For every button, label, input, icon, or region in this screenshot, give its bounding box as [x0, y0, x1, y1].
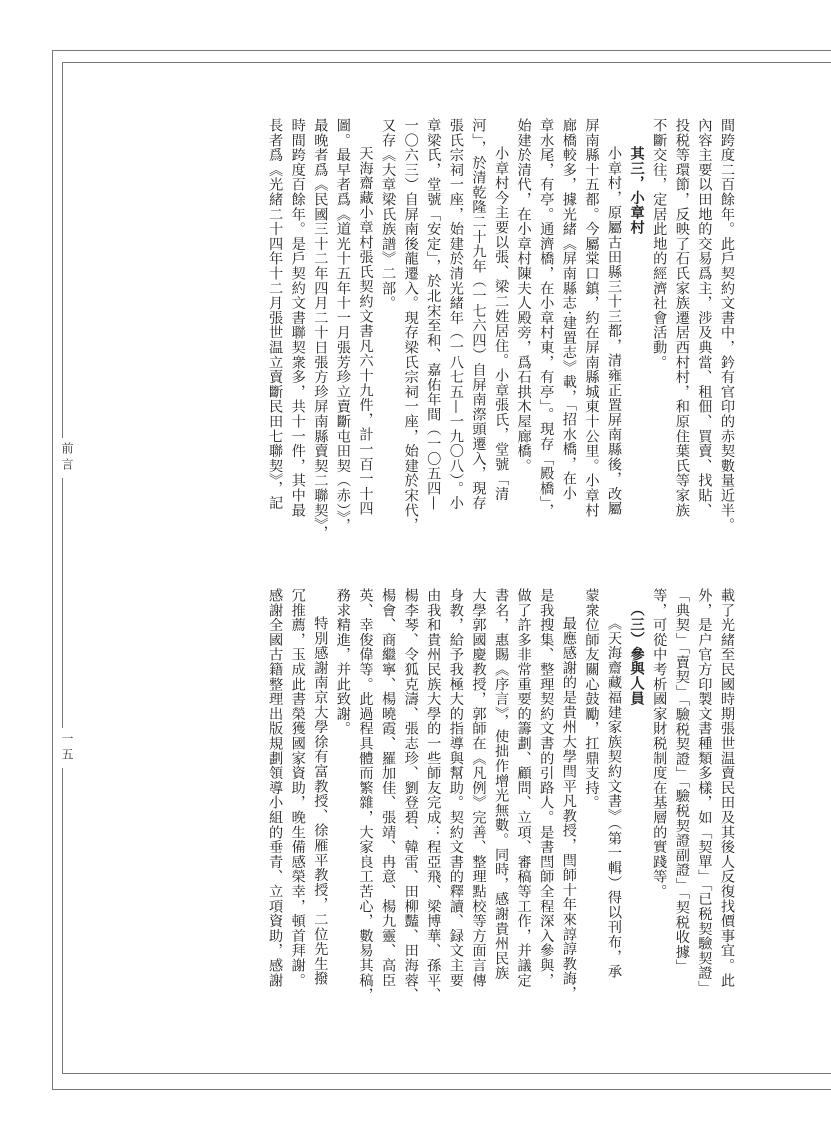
section-heading-xiaozhang-village: 其三，小章村 — [628, 146, 645, 235]
text-column: 等，可從中考析國家財税制度在基層的實踐等。 — [651, 588, 668, 899]
text-column: 屏南縣十五都。今屬棠口鎮，約在屏南縣城東十公里。小章村 — [583, 118, 600, 518]
text-column: 楊李琴、令狐克濤、張志珍、劉登碧、韓雷、田柳豔、田海蓉、 — [402, 588, 419, 1003]
text-column: 廊橋較多，據光緒《屏南縣志·建置志》載，「招水橋，在小 — [560, 118, 577, 501]
text-column: 投税等環節，反映了石氏家族遷居西村村，和原住葉氏等家族 — [673, 118, 690, 518]
text-column: 書名，惠賜《序言》，使拙作增光無數。同時，感謝貴州民族 — [493, 588, 510, 981]
text-column: 小章村今主要以張、梁二姓居住。小章張氏，堂號「清 — [493, 146, 510, 502]
text-column: 一〇六三）自屏南後龍遷入。現存梁氏宗祠一座，始建於宋代， — [402, 118, 419, 533]
text-column: 河」，於清乾隆二十九年（一七六四）自屏南漈頭遷入，現存 — [470, 118, 487, 511]
text-block-lower — [118, 588, 738, 1008]
text-column: 又存《大章梁氏族譜》二部。 — [380, 118, 397, 311]
section-heading-participants: （三）參與人員 — [628, 602, 645, 706]
text-column: 間跨度二百餘年。此戶契約文書中，鈐有官印的赤契數量近半。 — [719, 118, 735, 533]
text-column: 務求精進，并此致謝。 — [334, 588, 351, 736]
text-column: 《天海齋藏福建家族契約文書》（第一輯）得以刊布，承 — [606, 616, 623, 979]
text-column: 英、幸俊偉等。此過程具體而繁雜，大家良工苦心，數易其稿， — [357, 588, 374, 1003]
text-column: 張氏宗祠一座，始建於清光緒年（一八七五—一九〇八）。小 — [447, 118, 464, 511]
text-column: 身教，給予我極大的指導與幫助。契約文書的釋讀、録文主要 — [447, 588, 464, 988]
text-column: 章水尾，有亭。通濟橋，在小章村東，有亭」。現存「殿橋」， — [538, 118, 555, 519]
text-block-upper — [118, 118, 738, 543]
text-column: 章梁氏，堂號「安定」，於北宋至和、嘉佑年間（一〇五四— — [425, 118, 442, 511]
text-column: 「典契」「賣契」「驗税契證」「驗税契證副證」「契税收據」 — [673, 588, 690, 974]
text-column: 大學郭國慶教授，郭師在《凡例》完善、整理點校等方面言傳 — [470, 588, 487, 988]
text-column: 長者爲《光緒二十四年十二月張世温立賣斷民田七聯契》，記 — [267, 118, 284, 511]
text-column: 由我和貴州民族大學的一些師友完成：程亞飛、梁博華、孫平、 — [425, 588, 442, 1003]
text-column: 最應感謝的是貴州大學閆平凡教授，閆師十年來諄諄教誨， — [560, 616, 577, 1001]
text-column: 時間跨度百餘年。是戶契約文書聯契衆多，共十一件，其中最 — [289, 118, 306, 518]
text-column: 冗推薦，玉成此書榮獲國家資助，晚生備感榮幸，頓首拜謝。 — [289, 588, 306, 988]
running-section-label: 前言 — [59, 438, 76, 478]
text-column: 圖。最早者爲《道光十五年十一月張芳珍立賣斷屯田契（赤）》， — [334, 118, 351, 533]
text-column: 載了光緒至民國時期張世温賣民田及其後人反復找價事宜。此 — [719, 588, 735, 988]
text-column: 外，是户官方印製文書種類多樣，如「契單」「已税契驗契證」 — [696, 588, 713, 996]
text-column: 天海齋藏小章村張氏契約文書凡六十九件，計一百一十四 — [357, 146, 374, 516]
text-column: 小章村，原屬古田縣三十三都，清雍正置屏南縣後，改屬 — [606, 146, 623, 516]
text-column: 不斷交往，定居此地的經濟社會活動。 — [651, 118, 668, 370]
text-column: 內容主要以田地的交易爲主，涉及典當、租佃、買賣、找貼、 — [696, 118, 713, 518]
text-column: 感謝全國古籍整理出版規劃領導小組的垂青、立項資助，感謝 — [267, 588, 284, 988]
text-column: 蒙衆位師友關心鼓勵，扛鼎支持。 — [583, 588, 600, 810]
text-column: 做了許多非常重要的籌劃、顧問、立項、審稿等工作，并議定 — [515, 588, 532, 988]
text-column: 最晚者爲《民國三十二年四月二十日張方珍屏南縣賣契二聯契》， — [312, 118, 329, 541]
text-column: 是我搜集、整理契約文書的引路人。是書閆師全程深入參與， — [538, 588, 555, 988]
text-column: 始建於清代，在小章村陳夫人殿旁，爲石拱木屋廊橋。 — [515, 118, 532, 474]
text-column: 特別感謝南京大學徐有富教授、徐雁平教授，二位先生撥 — [312, 616, 329, 986]
page-number: 一五 — [59, 728, 76, 768]
text-column: 楊會、商繼寧、楊曉霞、羅加佳、張靖、冉意、楊九靈、高臣 — [380, 588, 397, 988]
